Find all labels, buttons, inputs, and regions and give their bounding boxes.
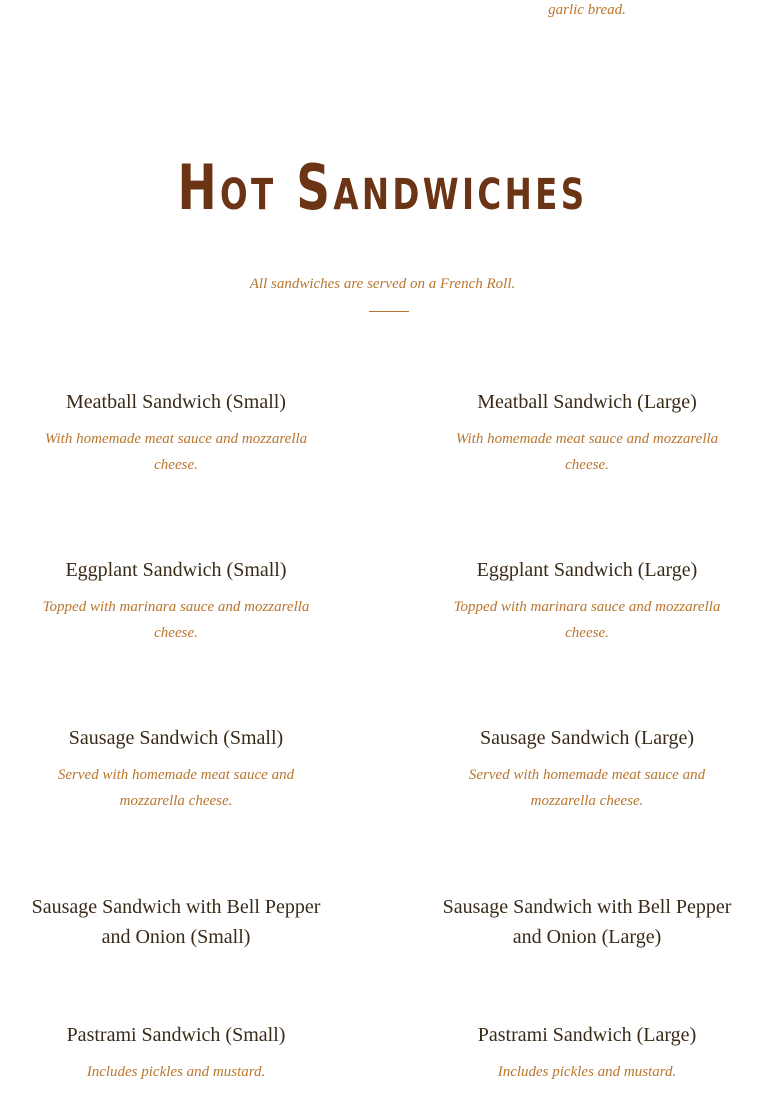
menu-item-eggplant-small — [28, 555, 324, 646]
menu-item-name: Eggplant Sandwich (Large) — [476, 559, 698, 581]
menu-item-sausage-pepper-onion-large — [437, 892, 737, 952]
menu-item-name: Pastrami Sandwich (Small) — [66, 1024, 286, 1046]
section-divider — [369, 311, 409, 312]
menu-item-name: Meatball Sandwich (Large) — [477, 391, 697, 413]
menu-item-sausage-large — [441, 723, 733, 814]
menu-item-name: Sausage Sandwich (Large) — [479, 727, 694, 749]
menu-item-pastrami-large — [441, 1020, 733, 1085]
menu-item-name: Meatball Sandwich (Small) — [66, 391, 286, 413]
menu-item-meatball-small — [30, 387, 322, 478]
menu-item-name: Eggplant Sandwich (Small) — [65, 559, 287, 581]
menu-item-description: With homemade meat sauce and mozzarella cheese. — [455, 431, 719, 473]
menu-item-name: Pastrami Sandwich (Large) — [477, 1024, 697, 1046]
menu-item-description: Served with homemade meat sauce and mozzarella cheese. — [468, 767, 706, 809]
menu-item-sausage-pepper-onion-small — [26, 892, 326, 952]
menu-item-description: Includes pickles and mustard. — [86, 1064, 266, 1080]
menu-item-name: Sausage Sandwich with Bell Pepper and Onion (Large) — [442, 896, 732, 948]
menu-item-description: Served with homemade meat sauce and mozzarella cheese. — [57, 767, 295, 809]
section-note: All sandwiches are served on a French Roll. — [249, 276, 516, 292]
menu-item-description: With homemade meat sauce and mozzarella cheese. — [44, 431, 308, 473]
menu-item-description: Topped with marinara sauce and mozzarella cheese. — [42, 599, 310, 641]
menu-item-name: Sausage Sandwich with Bell Pepper and Onion (Small) — [31, 896, 321, 948]
previous-item-description: garlic bread. — [548, 2, 626, 18]
menu-item-meatball-large — [441, 387, 733, 478]
menu-item-description: Includes pickles and mustard. — [497, 1064, 677, 1080]
menu-item-sausage-small — [30, 723, 322, 814]
menu-item-name: Sausage Sandwich (Small) — [68, 727, 284, 749]
section-title: Hot Sandwiches — [177, 151, 588, 224]
menu-item-pastrami-small — [30, 1020, 322, 1085]
menu-item-description: Topped with marinara sauce and mozzarella cheese. — [453, 599, 721, 641]
menu-item-eggplant-large — [439, 555, 735, 646]
